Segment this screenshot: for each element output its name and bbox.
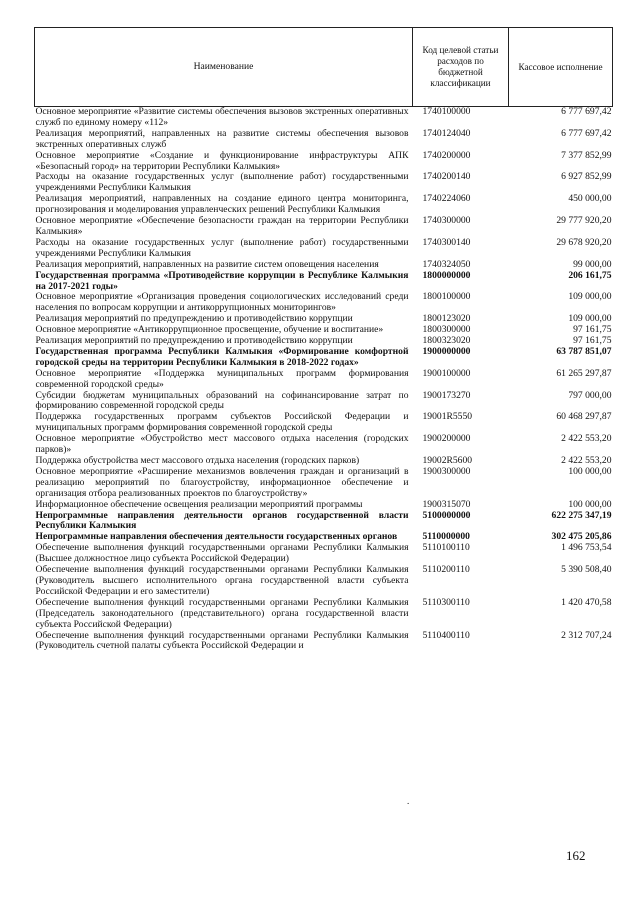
row-amount: 302 475 205,86: [551, 531, 612, 543]
row-amount: 5 390 508,40: [561, 564, 612, 576]
row-code: 5110100110: [422, 542, 470, 554]
table-row: [35, 369, 613, 391]
row-code: 1900100000: [422, 367, 471, 379]
row-amount: 622 275 347,19: [551, 509, 612, 521]
row-code: 1740300140: [422, 236, 471, 248]
header-amount: Кассовое исполнение: [509, 28, 613, 107]
header-code: Код целевой статьи расходов по бюджетной классификации: [413, 28, 509, 107]
table-body: [35, 107, 613, 653]
page-number: 162: [566, 848, 586, 863]
table-row: [35, 151, 613, 173]
row-code: 5110000000: [422, 531, 470, 543]
table-row: [35, 412, 613, 434]
row-name: Обеспечение выполнения функций государственными органами Республики Калмыкия (Руководитель счетной палаты субъекта Российской Федерации и: [35, 629, 409, 652]
row-amount: 6 927 852,99: [561, 171, 612, 183]
row-amount: 2 312 707,24: [561, 629, 612, 641]
table-row: [35, 631, 613, 653]
row-code: 1900200000: [422, 433, 471, 445]
row-code: 5100000000: [422, 509, 471, 521]
row-amount: 206 161,75: [568, 269, 612, 281]
row-name: Субсидии бюджетам муниципальных образований на софинансирование затрат по формированию современной городской среды: [35, 389, 409, 412]
row-name: Основное мероприятие «Поддержка муниципальных программ формирования современной городской среды»: [35, 367, 409, 390]
table-row: [35, 543, 613, 565]
row-code: 1900315070: [422, 498, 471, 510]
row-code: 1740124040: [422, 127, 471, 139]
row-name: Реализация мероприятий, направленных на развитие систем оповещения населения: [35, 258, 379, 270]
table-row: [35, 129, 613, 151]
row-amount: 29 678 920,20: [556, 236, 612, 248]
row-amount: 97 161,75: [573, 335, 612, 347]
table-row: [35, 467, 613, 500]
row-code: 5110300110: [422, 596, 470, 608]
row-name: Обеспечение выполнения функций государственными органами Республики Калмыкия (Председатель законодательного (представительного) органа государственной власти субъекта Российской Федерации): [35, 596, 409, 630]
margin-mark: .: [407, 796, 410, 806]
row-code: 1900173270: [422, 389, 471, 401]
table-row: [35, 511, 613, 533]
row-amount: 7 377 852,99: [561, 149, 612, 161]
row-name: Реализация мероприятий по предупреждению и противодействию коррупции: [35, 313, 353, 325]
table-row: [35, 434, 613, 456]
row-code: 1740200000: [422, 149, 471, 161]
table-row: [35, 194, 613, 216]
table-row: [35, 598, 613, 631]
table-row: [35, 565, 613, 598]
row-code: 1740200140: [422, 171, 471, 183]
row-name: Поддержка государственных программ субъектов Российской Федерации и муниципальных программ формирования современной городской среды: [35, 411, 409, 434]
row-amount: 63 787 851,07: [556, 345, 612, 357]
row-amount: 797 000,00: [568, 389, 612, 401]
row-amount: 109 000,00: [568, 313, 612, 325]
row-amount: 60 468 297,87: [556, 411, 612, 423]
row-code: 1740300000: [422, 215, 471, 227]
row-name: Непрограммные направления деятельности органов государственной власти Республики Калмыкия: [35, 509, 409, 532]
table-row: [35, 172, 613, 194]
row-amount: 29 777 920,20: [556, 215, 612, 227]
row-amount: 6 777 697,42: [561, 127, 612, 139]
table-row: [35, 271, 613, 293]
row-code: 5110400110: [422, 629, 470, 641]
row-name: Основное мероприятие «Обустройство мест массового отдыха населения (городских парков)»: [35, 433, 409, 456]
row-name: Обеспечение выполнения функций государственными органами Республики Калмыкия (Высшее должностное лицо субъекта Российской Федерации): [35, 542, 409, 565]
row-name: Обеспечение выполнения функций государственными органами Республики Калмыкия (Руководитель высшего исполнительного органа государственной власти субъекта Российской Федерации и его заместители): [35, 564, 409, 597]
table-row: [35, 391, 613, 413]
row-code: 1800323020: [422, 335, 471, 347]
row-amount: 100 000,00: [568, 465, 612, 477]
row-name: Государственная программа «Противодействие коррупции в Республике Калмыкия на 2017-2021 годы»: [35, 269, 409, 292]
row-name: Основное мероприятие «Расширение механизмов вовлечения граждан и организаций в реализацию мероприятий по благоустройству, информационное обеспечение и организация отбора реализованных проектов по благоустройству»: [35, 465, 409, 499]
row-name: Реализация мероприятий, направленных на развитие системы обеспечения вызовов экстренных оперативных служб: [35, 127, 409, 150]
row-code: 5110200110: [422, 564, 470, 576]
row-name: Основное мероприятие «Создание и функционирование инфраструктуры АПК «Безопасный город» на территории Республики Калмыкия»: [35, 149, 409, 172]
row-amount: 1 420 470,58: [561, 596, 612, 608]
row-amount: 61 265 297,87: [556, 367, 612, 379]
row-name: Реализация мероприятий, направленных на создание единого центра мониторинга, прогнозирования и моделирования управленческих решений Республики Калмыкия: [35, 193, 409, 216]
row-amount: 99 000,00: [573, 258, 612, 270]
row-name: Расходы на оказание государственных услуг (выполнение работ) государственными учреждениями Республики Калмыкия: [35, 171, 409, 194]
row-name: Основное мероприятие «Организация проведения социологических исследований среди населения по вопросам коррупции и антикоррупционных мониторингов»: [35, 291, 409, 314]
table-row: [35, 292, 613, 314]
row-code: 1740324050: [422, 258, 471, 270]
table-row: [35, 260, 613, 271]
row-code: 1900300000: [422, 465, 471, 477]
table-header-row: [35, 28, 613, 107]
row-name: Реализация мероприятий по предупреждению и противодействию коррупции: [35, 335, 353, 347]
row-code: 1900000000: [422, 345, 471, 357]
row-code: 1800300000: [422, 324, 471, 336]
row-code: 1740100000: [422, 106, 471, 117]
table-row: [35, 216, 613, 238]
row-name: Расходы на оказание государственных услуг (выполнение работ) государственными учреждениями Республики Калмыкия: [35, 236, 409, 259]
row-code: 1800000000: [422, 269, 471, 281]
table-row: [35, 238, 613, 260]
row-name: Основное мероприятие «Развитие системы обеспечения вызовов экстренных оперативных служб по единому номеру «112»: [35, 106, 409, 128]
row-name: Поддержка обустройства мест массового отдыха населения (городских парков): [35, 455, 360, 466]
header-name: Наименование: [35, 28, 413, 107]
document-page: [34, 27, 612, 652]
row-amount: 6 777 697,42: [561, 106, 612, 117]
row-amount: 450 000,00: [568, 193, 612, 205]
row-name: Государственная программа Республики Калмыкия «Формирование комфортной городской среды на территории Республики Калмыкия в 2018-2022 годах»: [35, 345, 409, 368]
table-row: [35, 500, 613, 511]
row-amount: 97 161,75: [573, 324, 612, 336]
row-name: Непрограммные направления обеспечения деятельности государственных органов: [35, 531, 398, 543]
row-code: 1740224060: [422, 193, 471, 205]
row-amount: 2 422 553,20: [561, 433, 612, 445]
row-amount: 1 496 753,54: [561, 542, 612, 554]
row-amount: 2 422 553,20: [561, 455, 612, 466]
row-name: Основное мероприятие «Обеспечение безопасности граждан на территории Республики Калмыкия»: [35, 215, 409, 237]
table-row: [35, 107, 613, 129]
row-code: 19002R5600: [422, 455, 473, 466]
table-row: [35, 347, 613, 369]
row-name: Основное мероприятие «Антикоррупционное просвещение, обучение и воспитание»: [35, 324, 384, 336]
budget-table: [34, 27, 613, 652]
row-amount: 109 000,00: [568, 291, 612, 303]
row-amount: 100 000,00: [568, 498, 612, 510]
row-code: 19001R5550: [422, 411, 473, 423]
row-code: 1800100000: [422, 291, 471, 303]
row-code: 1800123020: [422, 313, 471, 325]
row-name: Информационное обеспечение освещения реализации мероприятий программы: [35, 498, 363, 510]
